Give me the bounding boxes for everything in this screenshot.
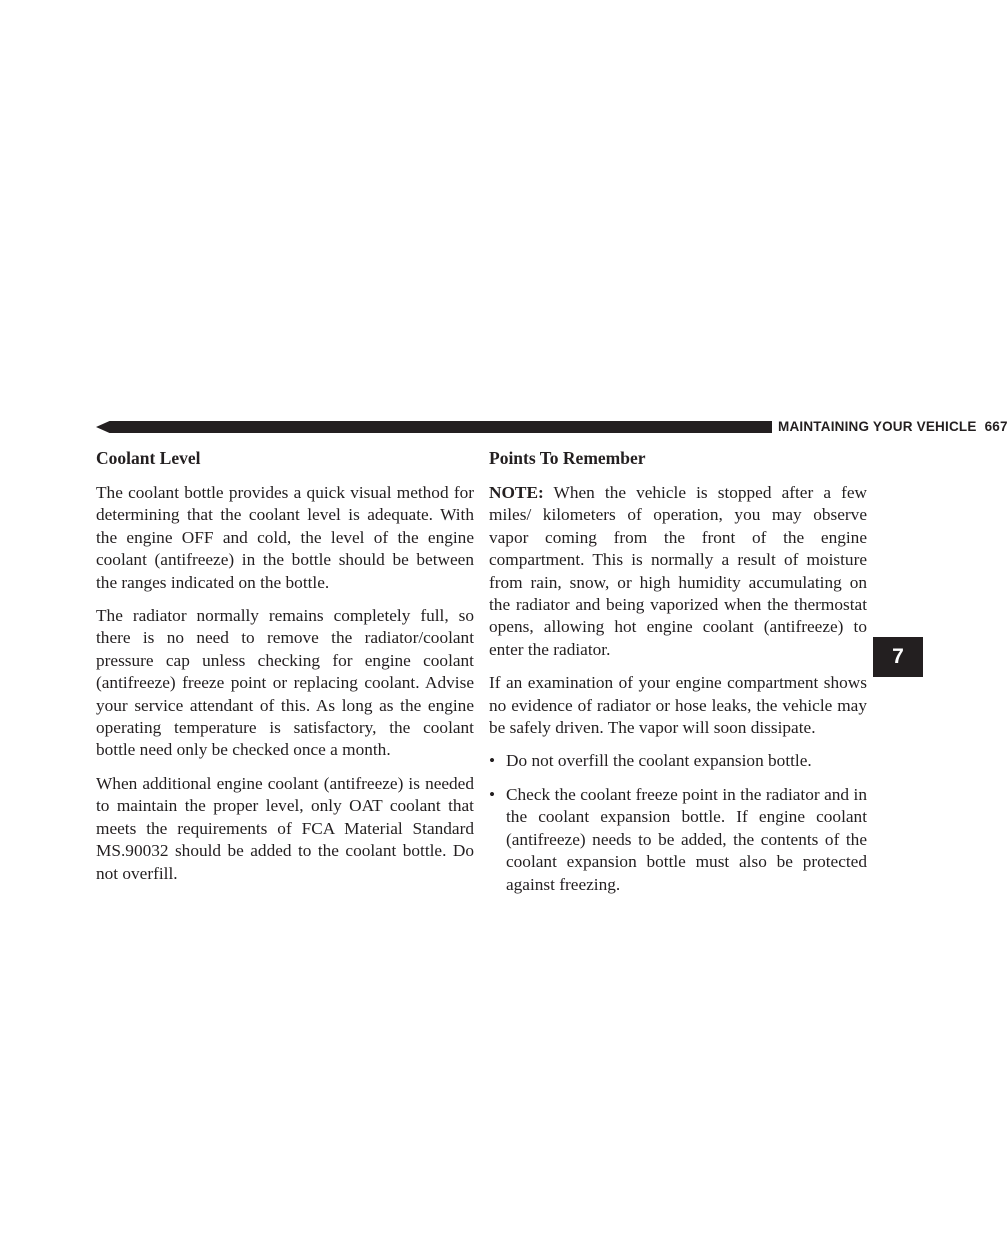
left-column xyxy=(96,448,474,896)
bullet-marker: • xyxy=(489,784,496,804)
running-header xyxy=(778,419,1008,434)
chapter-tab: 7 xyxy=(873,637,923,677)
list-item xyxy=(489,784,867,896)
bullet-list xyxy=(489,750,867,895)
section-title: MAINTAINING YOUR VEHICLE xyxy=(778,419,977,434)
points-to-remember-heading: Points To Remember xyxy=(489,448,646,468)
paragraph: The coolant bottle provides a quick visual method for determining that the coolant level is adequate. With the engine OFF and cold, the level of the engine coolant (antifreeze) in the bottle should be between the ranges indicated on the bottle. xyxy=(96,483,474,592)
paragraph: If an examination of your engine compartment shows no evidence of radiator or hose leaks, the vehicle may be safely driven. The vapor will soon dissipate. xyxy=(489,673,867,738)
bullet-marker: • xyxy=(489,751,496,771)
page-number: 667 xyxy=(984,419,1008,434)
right-column xyxy=(489,448,867,907)
paragraph: When additional engine coolant (antifreeze) is needed to maintain the proper level, only OAT coolant that meets the requirements of FCA Material Standard MS.90032 should be added to the coolant bottle. Do not overfill. xyxy=(96,773,474,883)
note-text: When the vehicle is stopped after a few miles/ kilometers of operation, you may observe vapor coming from the front of the engine compartment. This is normally a result of moisture from rain, snow, or high humidity accumulating on the radiator and being vaporized when the thermostat opens, allowing hot engine coolant (antifreeze) to enter the radiator. xyxy=(489,483,867,659)
header-rule xyxy=(96,421,772,433)
paragraph: The radiator normally remains completely full, so there is no need to remove the radiator/coolant pressure cap unless checking for engine coolant (antifreeze) freeze point or replacing coolant. Advise your service attendant of this. As long as the engine operating temperature is satisfactory, the coolant bottle need only be checked once a month. xyxy=(96,606,474,760)
note-label: NOTE: xyxy=(489,483,544,502)
coolant-level-heading: Coolant Level xyxy=(96,448,201,468)
list-item-text: Check the coolant freeze point in the radiator and in the coolant expansion bottle. If engine coolant (antifreeze) needs to be added, the contents of the coolant expansion bottle must also be protected against freezing. xyxy=(506,784,867,894)
list-item xyxy=(489,750,867,772)
note-paragraph xyxy=(489,482,867,661)
list-item-text: Do not overfill the coolant expansion bottle. xyxy=(506,751,812,771)
